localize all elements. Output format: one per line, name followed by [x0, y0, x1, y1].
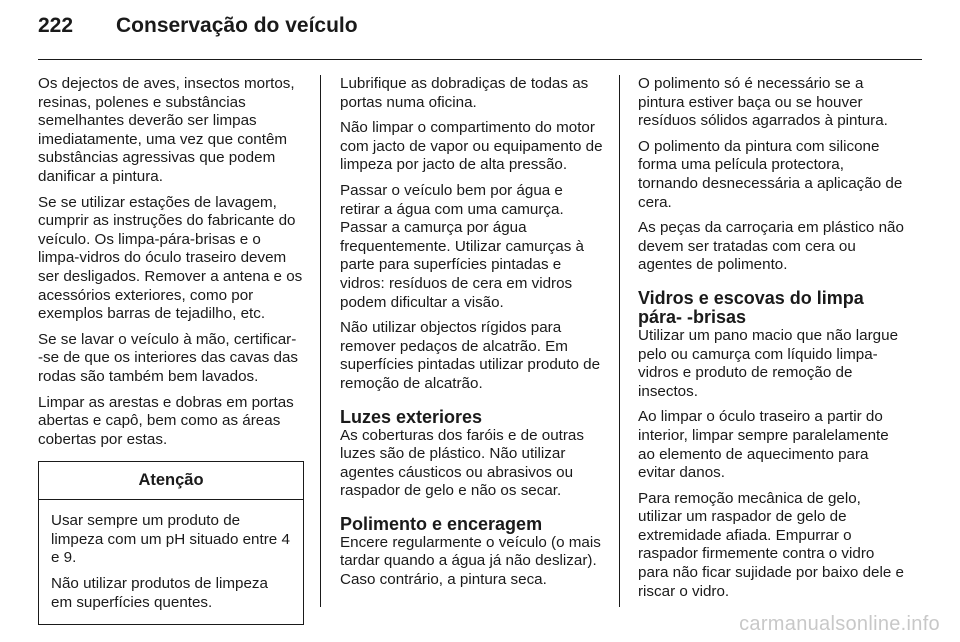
paragraph: Os dejectos de aves, insectos mortos, resinas, polenes e substâncias semelhantes deverão ser limpas imediatamente, uma vez que contêm substâncias agressivas que podem danificar a pintura. — [38, 75, 295, 185]
paragraph: As peças da carroçaria em plástico não devem ser tratadas com cera ou agentes de polimento. — [638, 219, 904, 274]
page-header — [38, 14, 358, 38]
notice-title: Atenção — [39, 462, 303, 500]
paragraph: Lubrifique as dobradiças de todas as portas numa oficina. — [340, 75, 589, 111]
column-1 — [38, 75, 304, 625]
paragraph: Passar o veículo bem por água e retirar a água com uma camurça. Passar a camurça por água frequentemente. Utilizar camurças à parte para superfícies pintadas e vidros: resíduos de cera em vidros podem dificultar a visão. — [340, 181, 584, 311]
column-3 — [638, 75, 906, 608]
paragraph: Se se lavar o veículo à mão, certificar- -se de que os interiores das cavas das rodas são também bem lavados. — [38, 330, 299, 385]
page-number: 222 — [38, 14, 74, 37]
notice-paragraph: Usar sempre um produto de limpeza com um pH situado entre 4 e 9. — [51, 512, 290, 567]
paragraph: Limpar as arestas e dobras em portas abertas e capô, bem como as áreas cobertas por estas. — [38, 393, 294, 448]
paragraph: Ao limpar o óculo traseiro a partir do interior, limpar sempre paralelamente ao elemento de aquecimento para evitar danos. — [638, 408, 889, 482]
notice-paragraph: Não utilizar produtos de limpeza em superfícies quentes. — [51, 575, 268, 611]
header-rule — [38, 59, 922, 60]
section-heading-exterior-lights: Luzes exteriores — [340, 406, 483, 427]
column-2 — [340, 75, 606, 597]
notice-body — [39, 500, 303, 624]
paragraph: Não limpar o compartimento do motor com jacto de vapor ou equipamento de limpeza por jacto de alta pressão. — [340, 119, 603, 174]
watermark-text: carmanualsonline.info — [739, 613, 940, 635]
section-heading-wipers: Vidros e escovas do limpa pára- -brisas — [638, 287, 864, 327]
paragraph: Encere regularmente o veículo (o mais tardar quando a água já não deslizar). Caso contrário, a pintura seca. — [340, 533, 601, 589]
paragraph: Para remoção mecânica de gelo, utilizar um raspador de gelo de extremidade afiada. Empurrar o raspador firmemente contra o vidro para não ficar sujidade por baixo dele e riscar o vidro. — [638, 489, 904, 600]
section-heading-polishing: Polimento e enceragem — [340, 513, 543, 534]
column-divider — [619, 75, 620, 607]
page-title: Conservação do veículo — [116, 14, 358, 37]
paragraph: O polimento só é necessário se a pintura estiver baça ou se houver resíduos sólidos agarrados à pintura. — [638, 75, 888, 130]
warning-notice-box — [38, 461, 304, 625]
paragraph: As coberturas dos faróis e de outras luzes são de plástico. Não utilizar agentes cáusticos ou abrasivos ou raspador de gelo e não os secar. — [340, 426, 584, 500]
paragraph: Não utilizar objectos rígidos para remover pedaços de alcatrão. Em superfícies pintadas utilizar produto de remoção de alcatrão. — [340, 319, 601, 392]
paragraph: O polimento da pintura com silicone forma uma película protectora, tornando desnecessária a aplicação de cera. — [638, 137, 903, 211]
column-divider — [320, 75, 321, 607]
paragraph: Utilizar um pano macio que não largue pelo ou camurça com líquido limpa-vidros e produto de remoção de insectos. — [638, 326, 899, 400]
paragraph: Se se utilizar estações de lavagem, cumprir as instruções do fabricante do veículo. Os limpa-pára-brisas e o limpa-vidros do óculo traseiro devem ser desligados. Remover a antena e os acessórios exteriores, como por exemplos barras de tejadilho, etc. — [38, 193, 303, 323]
